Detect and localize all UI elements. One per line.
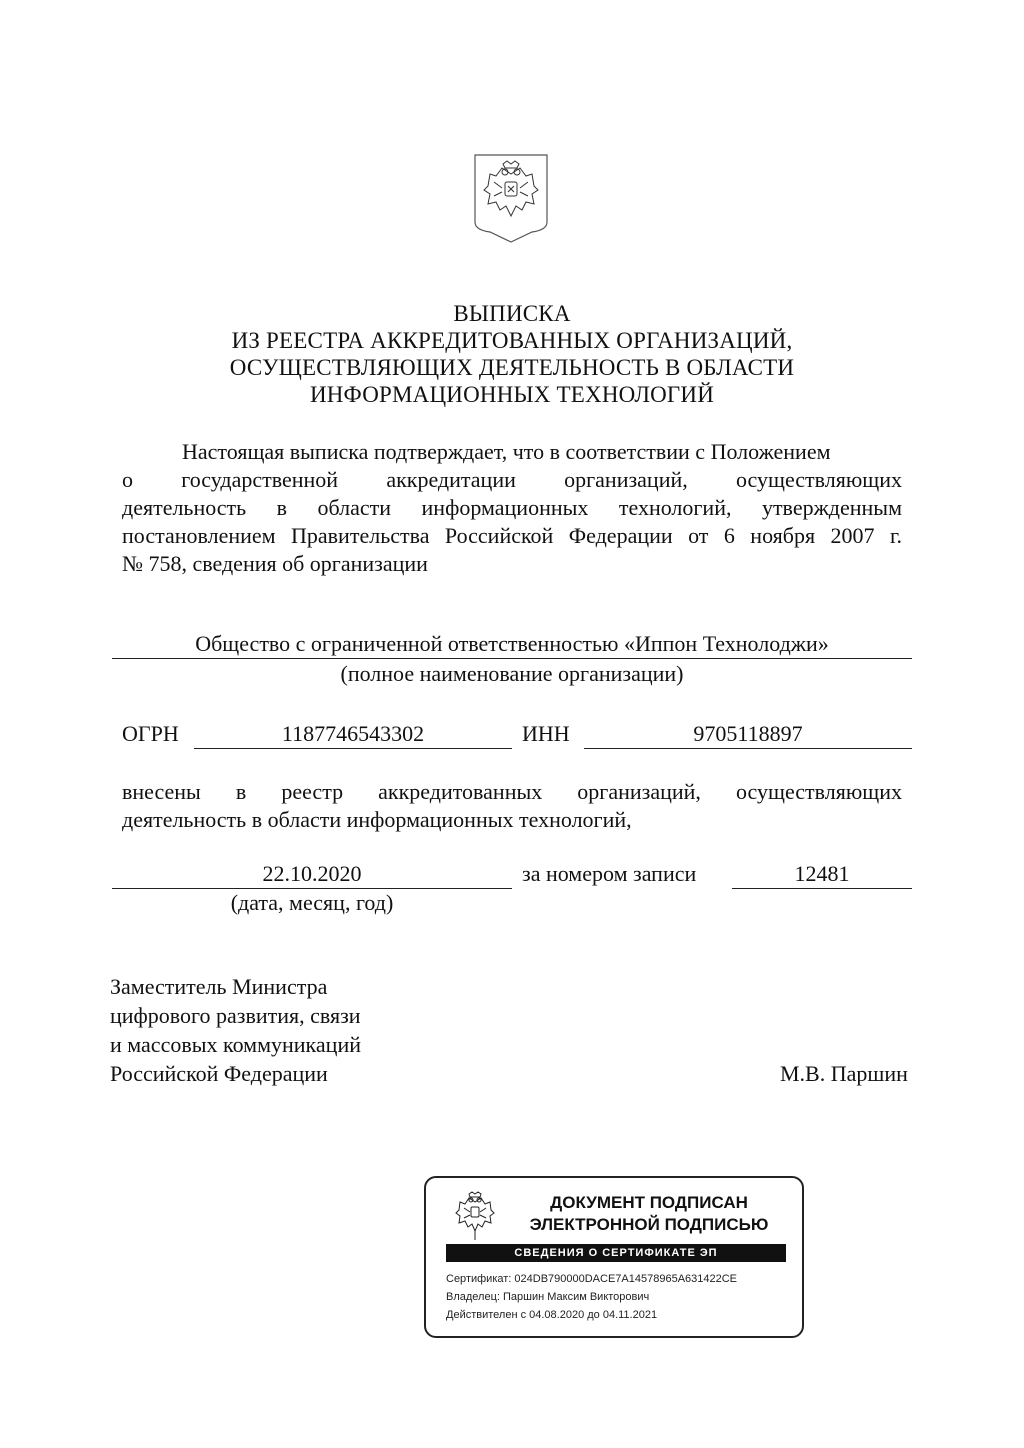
signatory-title-line-3: и массовых коммуникаций xyxy=(110,1032,361,1057)
stamp-title-line-2: ЭЛЕКТРОННОЙ ПОДПИСЬЮ xyxy=(529,1215,769,1234)
inn-value: 9705118897 xyxy=(584,720,912,749)
intro-line-3: деятельность в области информационных технологий, утвержденным xyxy=(122,495,902,520)
record-number: 12481 xyxy=(732,860,912,889)
record-date: 22.10.2020 xyxy=(112,860,512,889)
doc-title-line-2: ИЗ РЕЕСТРА АККРЕДИТОВАННЫХ ОРГАНИЗАЦИЙ, xyxy=(231,328,793,353)
stamp-coat-of-arms-icon xyxy=(450,1188,500,1244)
stamp-title-line-1: ДОКУМЕНТ ПОДПИСАН xyxy=(550,1193,748,1212)
intro-line-1: Настоящая выписка подтверждает, что в соответствии с Положением xyxy=(182,439,831,464)
ogrn-value: 1187746543302 xyxy=(194,720,512,749)
intro-line-5: № 758, сведения об организации xyxy=(122,551,428,576)
doc-title-line-3: ОСУЩЕСТВЛЯЮЩИХ ДЕЯТЕЛЬНОСТЬ В ОБЛАСТИ xyxy=(229,355,795,380)
signatory-title-line-1: Заместитель Министра xyxy=(110,974,328,999)
ogrn-label: ОГРН xyxy=(122,721,179,746)
coat-of-arms-icon xyxy=(472,152,550,244)
record-date-caption: (дата, месяц, год) xyxy=(230,890,394,915)
registry-line-2: деятельность в области информационных технологий, xyxy=(122,807,632,832)
signatory-name: М.В. Паршин xyxy=(780,1061,908,1086)
intro-line-4: постановлением Правительства Российской Федерации от 6 ноября 2007 г. xyxy=(122,523,902,548)
stamp-owner: Владелец: Паршин Максим Викторович xyxy=(446,1291,650,1303)
doc-title-line-1: ВЫПИСКА xyxy=(453,301,571,326)
stamp-validity: Действителен с 04.08.2020 до 04.11.2021 xyxy=(446,1309,658,1321)
inn-label: ИНН xyxy=(522,721,570,746)
organization-caption: (полное наименование организации) xyxy=(340,661,684,686)
organization-name: Общество с ограниченной ответственностью «Иппон Технолоджи» xyxy=(112,630,912,659)
doc-title-line-4: ИНФОРМАЦИОННЫХ ТЕХНОЛОГИЙ xyxy=(309,382,715,407)
stamp-certificate: Сертификат: 024DB790000DACE7A14578965A631422CE xyxy=(446,1273,738,1285)
signatory-title-line-2: цифрового развития, связи xyxy=(110,1003,361,1028)
stamp-certificate-bar: СВЕДЕНИЯ О СЕРТИФИКАТЕ ЭП xyxy=(446,1244,786,1262)
intro-line-2: о государственной аккредитации организаций, осуществляющих xyxy=(122,467,902,492)
signatory-title-line-4: Российской Федерации xyxy=(110,1061,328,1086)
registry-line-1: внесены в реестр аккредитованных организаций, осуществляющих xyxy=(122,779,902,804)
e-signature-stamp xyxy=(424,1176,804,1338)
record-number-label: за номером записи xyxy=(522,861,697,886)
